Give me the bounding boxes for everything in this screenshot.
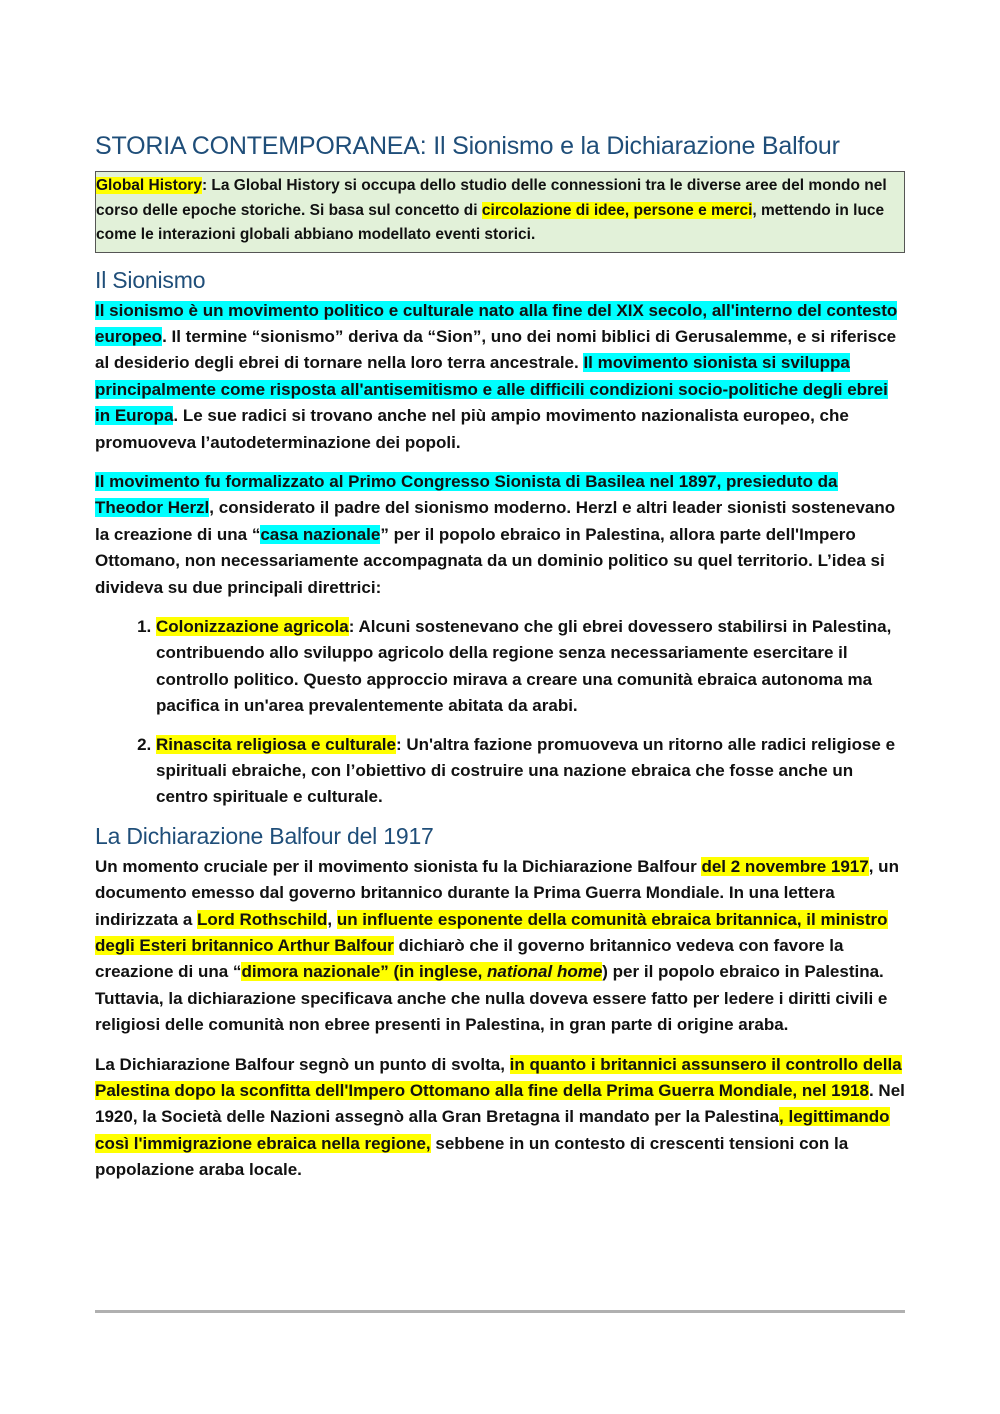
text: ) per il popolo ebraico in Palestina. Tuttavia, la dichiarazione specificava anche che nulla doveva essere fatto per ledere i diritti civili e religiosi delle comunità non ebree presenti in Palestina, in gran parte di origine araba. bbox=[95, 962, 888, 1035]
text: : Alcuni sostenevano che gli ebrei dovessero stabilirsi in Palestina, contribuendo allo sviluppo agricolo della regione senza necessariamente esercitare il controllo politico. Questo approccio mirava a creare una comunità ebraica autonoma ma pacifica in un'area prevalentemente abitata da arabi. bbox=[156, 616, 892, 716]
paragraph-balfour-1 bbox=[95, 854, 905, 1039]
text: , considerato il padre del sionismo moderno. Herzl e altri leader sionisti sostenevano la creazione di una “ bbox=[95, 498, 896, 544]
highlight: Il sionismo è un movimento politico e culturale nato alla fine del XIX secolo, all'interno del contesto europeo bbox=[95, 300, 898, 346]
footer-divider bbox=[95, 1310, 905, 1313]
text: . Le sue radici si trovano anche nel più ampio movimento nazionalista europeo, che promuoveva l’autodeterminazione dei popoli. bbox=[95, 406, 849, 452]
document-title: STORIA CONTEMPORANEA: Il Sionismo e la Dichiarazione Balfour bbox=[95, 132, 840, 160]
section-heading-sionismo: Il Sionismo bbox=[95, 266, 206, 293]
list-item bbox=[156, 732, 905, 811]
section-heading-balfour: La Dichiarazione Balfour del 1917 bbox=[95, 822, 434, 849]
text: , bbox=[327, 909, 337, 929]
box-text-1: : La Global History si occupa dello studio delle connessioni tra le diverse aree del mondo nel corso delle epoche storiche. Si basa sul concetto di bbox=[96, 177, 887, 219]
paragraph-sionismo-1 bbox=[95, 298, 905, 456]
highlight-italic: national home bbox=[487, 962, 603, 982]
highlight: Colonizzazione agricola bbox=[156, 616, 349, 636]
text: . Nel 1920, la Società delle Nazioni assegnò alla Gran Bretagna il mandato per la Palestina bbox=[95, 1081, 905, 1127]
paragraph-sionismo-2 bbox=[95, 469, 905, 601]
highlight: , legittimando così l'immigrazione ebraica nella regione, bbox=[95, 1107, 890, 1153]
box-highlight: circolazione di idee, persone e merci bbox=[481, 201, 753, 219]
text: , un documento emesso dal governo britannico durante la Prima Guerra Mondiale. In una lettera indirizzata a bbox=[95, 856, 899, 929]
directions-list bbox=[95, 614, 905, 811]
text: ” per il popolo ebraico in Palestina, allora parte dell'Impero Ottomano, non necessariamente accompagnata da un dominio politico su quel territorio. L’idea si divideva su due principali direttrici: bbox=[95, 524, 885, 597]
highlight: in quanto i britannici assunsero il controllo della Palestina dopo la sconfitta dell'Impero Ottomano alla fine della Prima Guerra Mondiale, nel 1918 bbox=[95, 1054, 902, 1101]
highlight: Rinascita religiosa e culturale bbox=[156, 734, 396, 754]
highlight: dimora nazionale” (in inglese, bbox=[241, 962, 488, 982]
text: Un momento cruciale per il movimento sionista fu la Dichiarazione Balfour bbox=[95, 856, 702, 876]
highlight: casa nazionale bbox=[260, 524, 381, 544]
list-item bbox=[156, 614, 905, 720]
text: : Un'altra fazione promuoveva un ritorno alle radici religiose e spirituali ebraiche, con l’obiettivo di costruire una nazione ebraica che fosse anche un centro spirituale e culturale. bbox=[156, 734, 896, 807]
highlight: Il movimento sionista si sviluppa principalmente come risposta all'antisemitismo e alle difficili condizioni socio-politiche degli ebrei in Europa bbox=[95, 353, 888, 426]
text: La Dichiarazione Balfour segnò un punto di svolta, bbox=[95, 1054, 510, 1074]
paragraph-balfour-2 bbox=[95, 1052, 905, 1184]
global-history-box bbox=[95, 171, 905, 253]
highlight: Il movimento fu formalizzato al Primo Congresso Sionista di Basilea nel 1897, presieduto da Theodor Herzl bbox=[95, 471, 838, 518]
highlight: del 2 novembre 1917 bbox=[701, 856, 869, 876]
highlight: Lord Rothschild bbox=[197, 909, 328, 929]
text: sebbene in un contesto di crescenti tensioni con la popolazione araba locale. bbox=[95, 1133, 849, 1180]
document-page bbox=[95, 132, 905, 1197]
box-text-2: , mettendo in luce come le interazioni globali abbiano modellato eventi storici. bbox=[96, 201, 885, 243]
box-term: Global History bbox=[96, 177, 202, 194]
highlight: un influente esponente della comunità ebraica britannica, il ministro degli Esteri britannico Arthur Balfour bbox=[95, 909, 888, 956]
text: dichiarò che il governo britannico vedeva con favore la creazione di una “ bbox=[95, 936, 844, 982]
text: . Il termine “sionismo” deriva da “Sion”, uno dei nomi biblici di Gerusalemme, e si riferisce al desiderio degli ebrei di tornare nella loro terra ancestrale. bbox=[95, 326, 897, 373]
